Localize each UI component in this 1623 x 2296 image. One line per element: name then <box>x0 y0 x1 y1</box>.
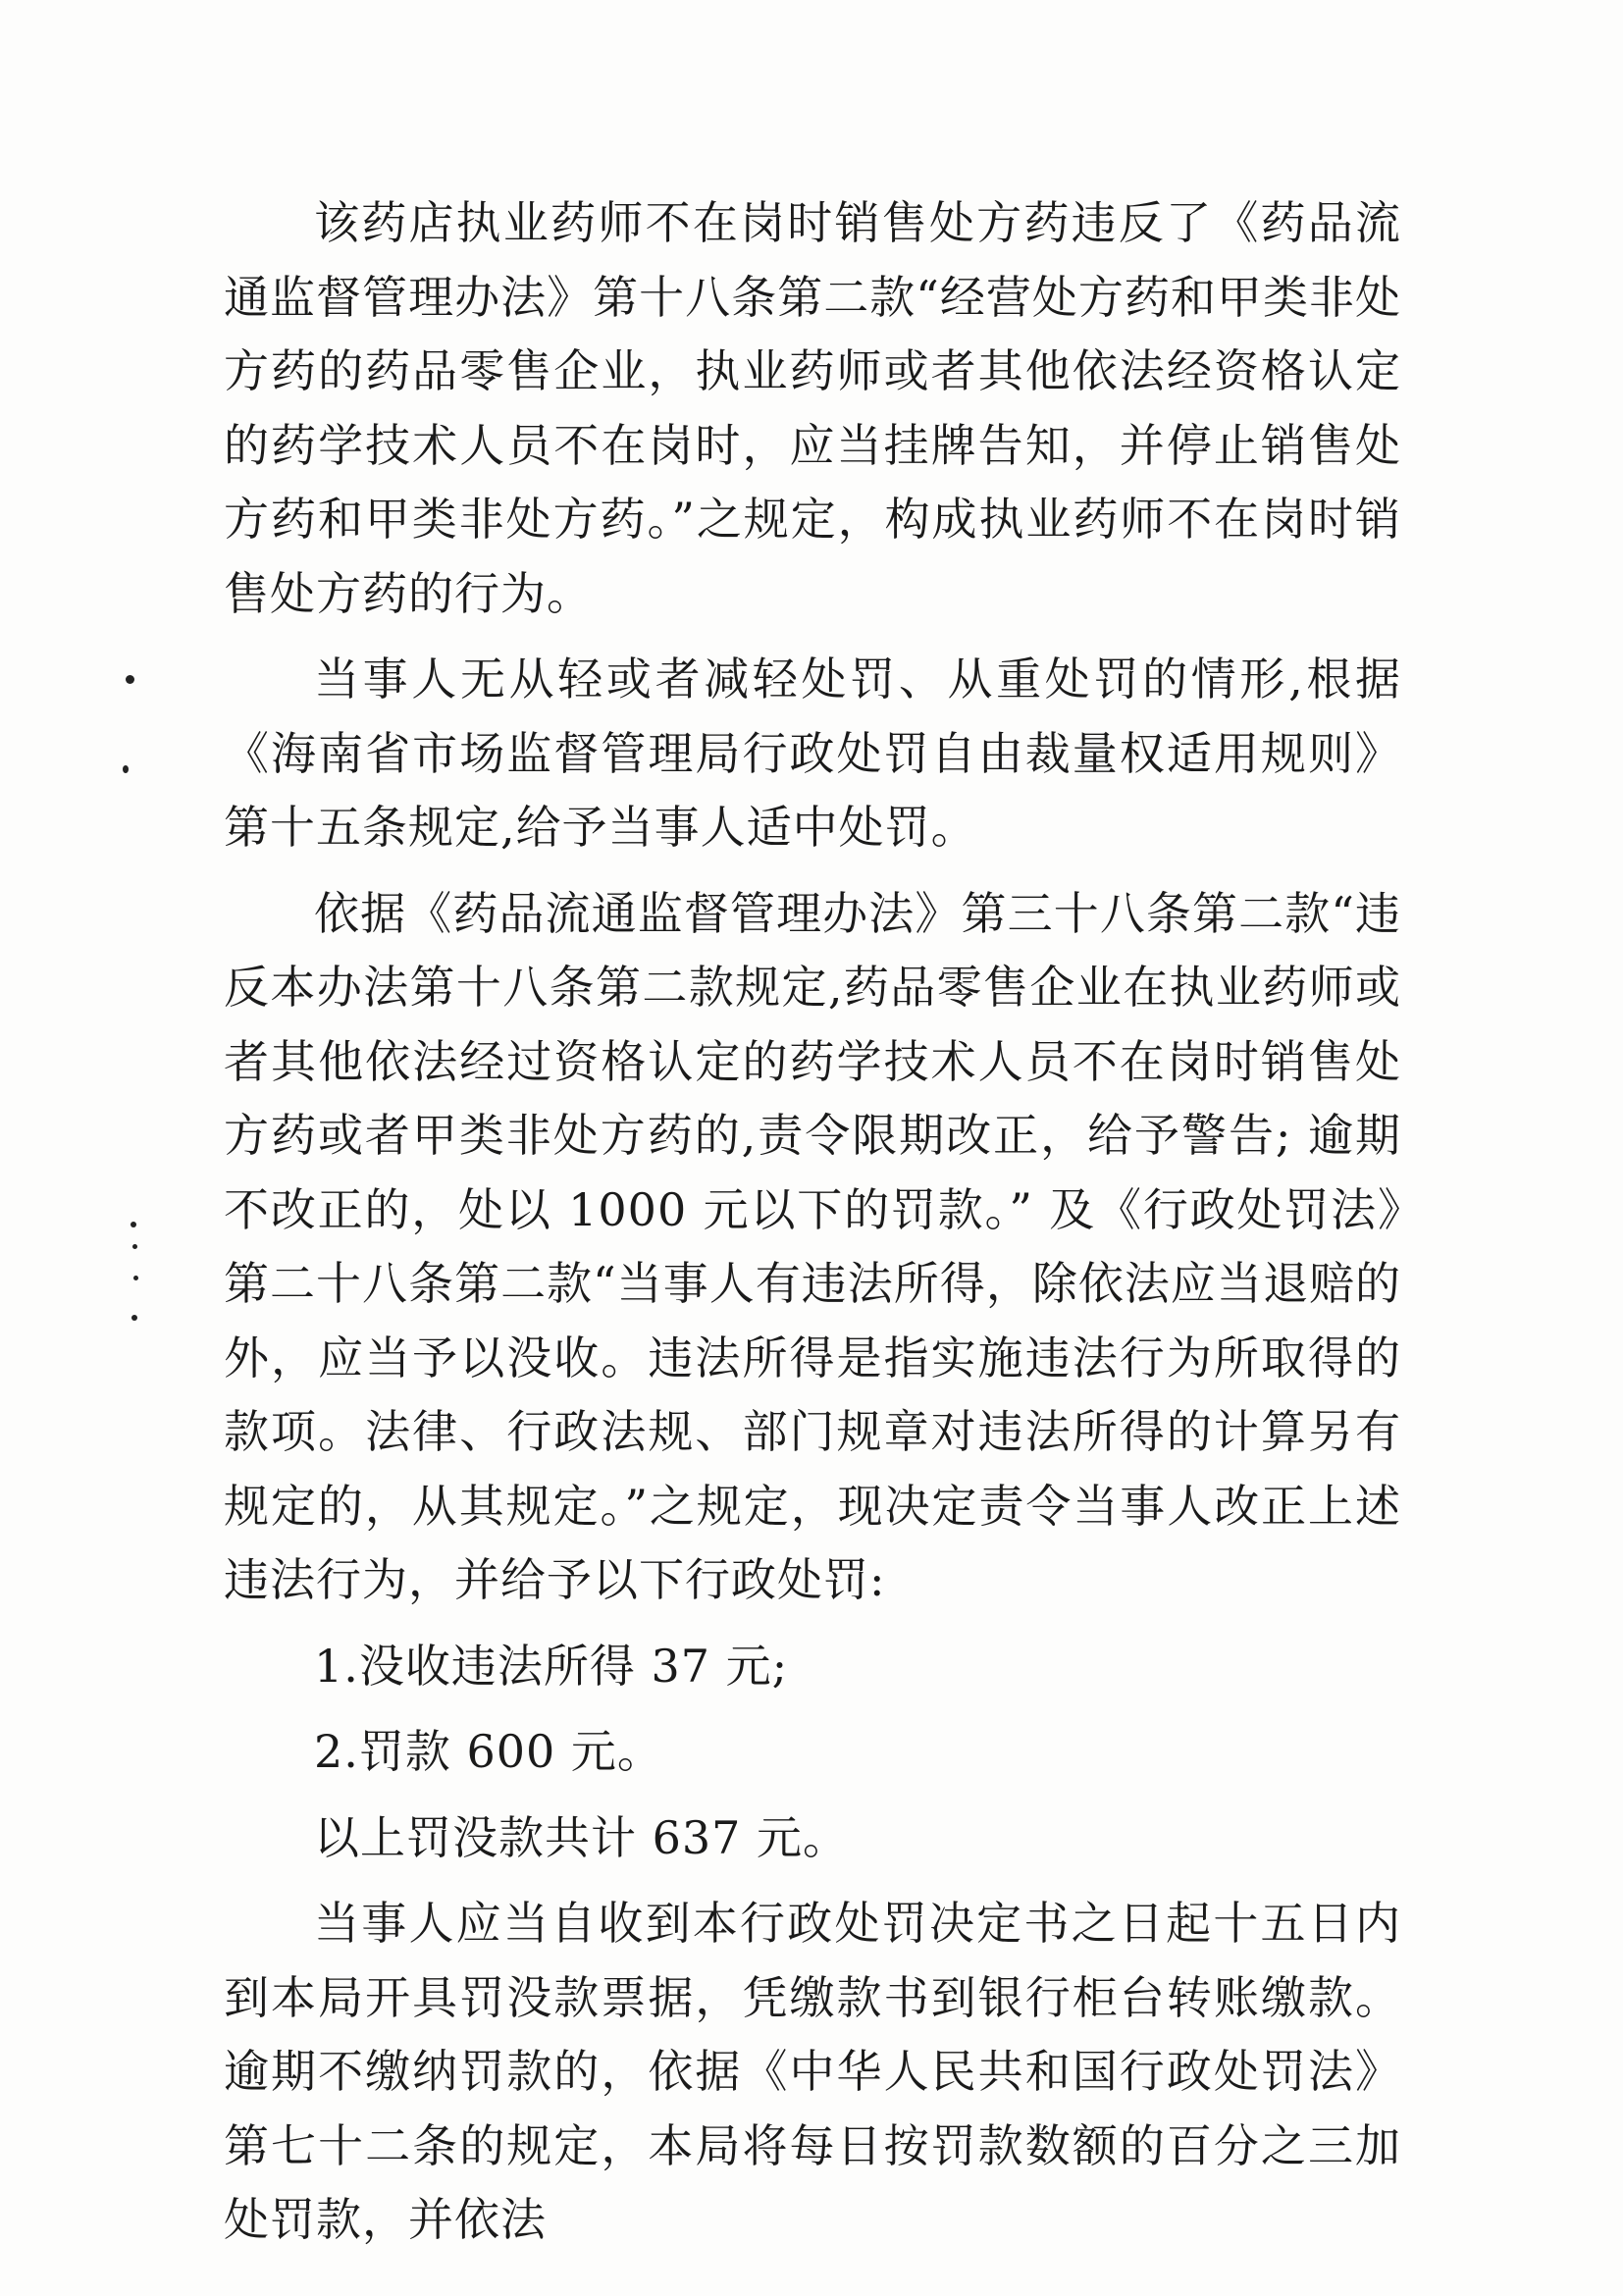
scan-mark <box>132 1244 137 1249</box>
penalty-item-2: 2.罚款 600 元。 <box>314 1725 663 1778</box>
scan-mark <box>123 765 129 773</box>
scan-mark <box>131 1222 136 1227</box>
penalty-item-1: 1.没收违法所得 37 元; <box>314 1639 789 1693</box>
document-body <box>224 186 1401 2258</box>
paragraph-legal-basis: 依据《药品流通监督管理办法》第三十八条第二款“违反本办法第十八条第二款规定,药品零售企业在执业药师或者其他依法经过资格认定的药学技术人员不在岗时销售处方药或者甲类非处方药的,责令限期改正，给予警告; 逾期不改正的，处以 1000 元以下的罚款。” 及《行政处罚法》第二十八条第二款“当事人有违法所得，除依法应当退赔的外，应当予以没收。违法所得是指实施违法行为所取得的款项。法律、行政法规、部门规章对违法所得的计算另有规定的，从其规定。”之规定，现决定责令当事人改正上述违法行为，并给予以下行政处罚: <box>224 886 1401 1606</box>
scan-mark <box>126 675 134 684</box>
paragraph-penalty-basis: 当事人无从轻或者减轻处罚、从重处罚的情形,根据《海南省市场监督管理局行政处罚自由裁量权适用规则》第十五条规定,给予当事人适中处罚。 <box>224 652 1401 854</box>
paragraph-payment-instructions: 当事人应当自收到本行政处罚决定书之日起十五日内到本局开具罚没款票据，凭缴款书到银行柜台转账缴款。逾期不缴纳罚款的，依据《中华人民共和国行政处罚法》第七十二条的规定，本局将每日按罚款数额的百分之三加处罚款，并依法 <box>224 1897 1401 2246</box>
scan-mark <box>131 1315 137 1321</box>
penalty-total: 以上罚没款共计 637 元。 <box>314 1810 850 1864</box>
scan-mark <box>133 1276 138 1280</box>
paragraph-violation: 该药店执业药师不在岗时销售处方药违反了《药品流通监督管理办法》第十八条第二款“经营处方药和甲类非处方药的药品零售企业，执业药师或者其他依法经资格认定的药学技术人员不在岗时，应当挂牌告知，并停止销售处方药和甲类非处方药。”之规定，构成执业药师不在岗时销售处方药的行为。 <box>224 196 1401 620</box>
